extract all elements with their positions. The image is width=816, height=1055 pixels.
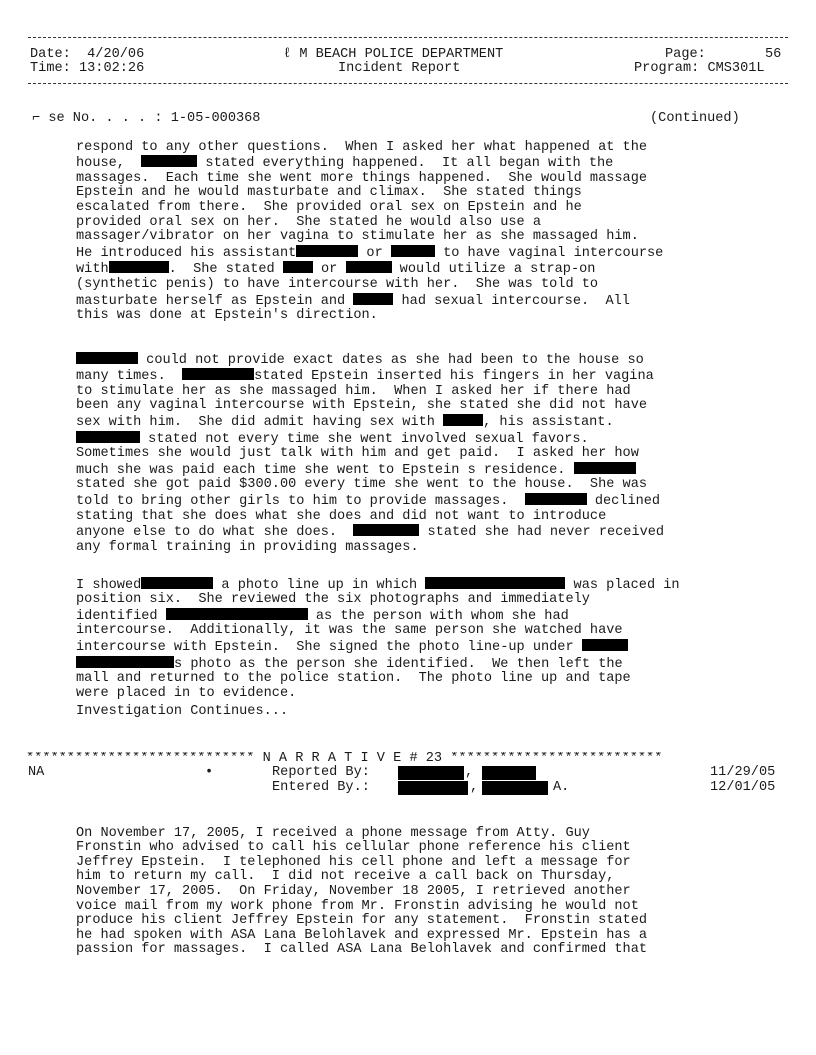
text-line: sex with him. She did admit having sex with , his assistant. xyxy=(76,414,614,430)
paragraph-4 xyxy=(76,812,647,973)
text-line: any formal training in providing massages. xyxy=(76,539,419,555)
text-line: voice mail from my work phone from Mr. Fronstin advising he would not xyxy=(76,898,639,914)
redaction xyxy=(353,524,419,536)
text-line: Fronstin who advised to call his cellular phone reference his client xyxy=(76,840,631,856)
text-line: stated not every time she went involved sexual favors. xyxy=(76,431,664,448)
text-line: (synthetic penis) to have intercourse with her. She was told to xyxy=(76,276,599,292)
redaction xyxy=(425,577,565,589)
text-line: anyone else to do what she does. stated she had never received xyxy=(76,525,665,541)
text-line: this was done at Epstein's direction. xyxy=(76,308,378,324)
redaction xyxy=(141,577,213,589)
text-line: with . She stated or would utilize a strap-on xyxy=(76,262,596,278)
text-line: he had spoken with ASA Lana Belohlavek and expressed Mr. Epstein has a xyxy=(76,927,648,943)
narrative-title: N A R R A T I V E xyxy=(262,752,402,766)
text-line: house, stated everything happened. It all began with the xyxy=(76,156,614,172)
text-line: much she was paid each time she went to Epstein s residence. xyxy=(76,462,664,479)
redaction xyxy=(76,352,138,364)
narrative-divider: **************************** N A R R A T I V E # 23 ************************** xyxy=(26,752,663,766)
redaction xyxy=(76,431,140,443)
redaction xyxy=(482,766,536,780)
redaction xyxy=(391,245,435,257)
paragraph-2 xyxy=(76,337,664,570)
case-number-line: ⌐ se No. . . . : 1-05-000368 xyxy=(32,111,261,126)
program-line: Program: CMS301L xyxy=(634,61,765,76)
text-line: masturbate herself as Epstein and had sexual intercourse. All xyxy=(76,293,630,309)
text-line: escalated from there. She provided oral sex on Epstein and he xyxy=(76,199,582,215)
page-number: 56 xyxy=(765,47,782,62)
text-line: Sometimes she would just talk with him and get paid. I asked her how xyxy=(76,446,639,462)
text-line: s photo as the person she identified. We then left the xyxy=(76,656,680,673)
text-line: position six. She reviewed the six photographs and immediately xyxy=(76,592,590,608)
redaction xyxy=(443,414,483,426)
redaction xyxy=(109,261,169,273)
redaction xyxy=(166,608,308,620)
continued-label: (Continued) xyxy=(650,111,740,126)
text-line: I showed a photo line up in which was placed in xyxy=(76,577,680,593)
report-date: 4/20/06 xyxy=(87,47,145,62)
department-name: ℓ M BEACH POLICE DEPARTMENT xyxy=(283,47,504,62)
redaction xyxy=(582,639,628,651)
case-mark: ⌐ xyxy=(32,111,49,126)
redaction xyxy=(398,766,464,780)
time-line xyxy=(30,62,144,77)
text-line: produce his client Jeffrey Epstein for any statement. Fronstin stated xyxy=(76,913,648,929)
entered-initial: A. xyxy=(553,780,570,795)
text-line: many times. stated Epstein inserted his fingers in her vagina xyxy=(76,369,654,385)
text-line: massages. Each time she went more things happened. She would massage xyxy=(76,170,648,186)
text-line: On November 17, 2005, I received a phone message from Atty. Guy xyxy=(76,825,590,841)
entered-date: 12/01/05 xyxy=(710,780,776,795)
report-time: 13:02:26 xyxy=(78,61,145,76)
redaction xyxy=(182,368,254,380)
text-line: passion for massages. I called ASA Lana Belohlavek and confirmed that xyxy=(76,942,648,958)
comma: , xyxy=(465,765,474,780)
redaction xyxy=(141,155,197,167)
text-line: told to bring other girls to him to provide massages. declined xyxy=(76,493,661,509)
time-label: Time: xyxy=(30,61,71,76)
redaction xyxy=(353,293,393,305)
na-label: NA xyxy=(28,765,45,780)
header-bottom-rule xyxy=(28,83,788,84)
redaction xyxy=(574,462,636,474)
text-line: stating that she does what she does and did not want to introduce xyxy=(76,508,607,524)
redaction xyxy=(296,245,358,257)
text-line: to stimulate her as she massaged him. When I asked her if there had xyxy=(76,383,631,399)
text-line: November 17, 2005. On Friday, November 18 2005, I retrieved another xyxy=(76,883,631,899)
paragraph-3 xyxy=(76,562,680,716)
redaction xyxy=(283,261,313,273)
investigation-continues: Investigation Continues... xyxy=(76,704,289,719)
redaction xyxy=(398,781,468,795)
text-line: Jeffrey Epstein. I telephoned his cell phone and left a message for xyxy=(76,854,631,870)
narrative-number: # 23 xyxy=(409,752,443,766)
redaction xyxy=(525,493,587,505)
header-top-rule xyxy=(28,37,788,38)
text-line: were placed in to evidence. xyxy=(76,685,297,701)
text-line: him to return my call. I did not receive a call back on Thursday, xyxy=(76,869,615,885)
paragraph-1 xyxy=(76,126,663,338)
redaction xyxy=(346,261,392,273)
reported-by-label: Reported By: xyxy=(272,765,370,780)
case-number: 1-05-000368 xyxy=(170,111,261,126)
text-line: He introduced his assistant or to have vaginal intercourse xyxy=(76,245,664,261)
text-line: respond to any other questions. When I asked her what happened at the xyxy=(76,139,648,155)
text-line: been any vaginal intercourse with Epstein, she stated she did not have xyxy=(76,398,648,414)
redaction xyxy=(482,781,548,795)
entered-by-label: Entered By.: xyxy=(272,780,370,795)
text-line: massager/vibrator on her vagina to stimulate her as she massaged him. xyxy=(76,229,639,245)
page-label: Page: xyxy=(665,47,706,62)
text-line: could not provide exact dates as she had been to the house so xyxy=(76,352,664,369)
text-line: provided oral sex on her. She stated he would also use a xyxy=(76,214,541,230)
reported-date: 11/29/05 xyxy=(710,765,776,780)
text-line: mall and returned to the police station. The photo line up and tape xyxy=(76,671,631,687)
comma: , xyxy=(470,780,479,795)
redaction xyxy=(76,656,174,668)
text-line: intercourse with Epstein. She signed the photo line-up under xyxy=(76,639,680,656)
date-label: Date: xyxy=(30,47,71,62)
text-line: identified as the person with whom she had xyxy=(76,608,569,624)
dot-mark: • xyxy=(205,765,214,780)
text-line: intercourse. Additionally, it was the same person she watched have xyxy=(76,623,623,639)
text-line: stated she got paid $300.00 every time she went to the house. She was xyxy=(76,477,648,493)
report-title: Incident Report xyxy=(338,61,461,76)
text-line: Epstein and he would masturbate and climax. She stated things xyxy=(76,185,582,201)
